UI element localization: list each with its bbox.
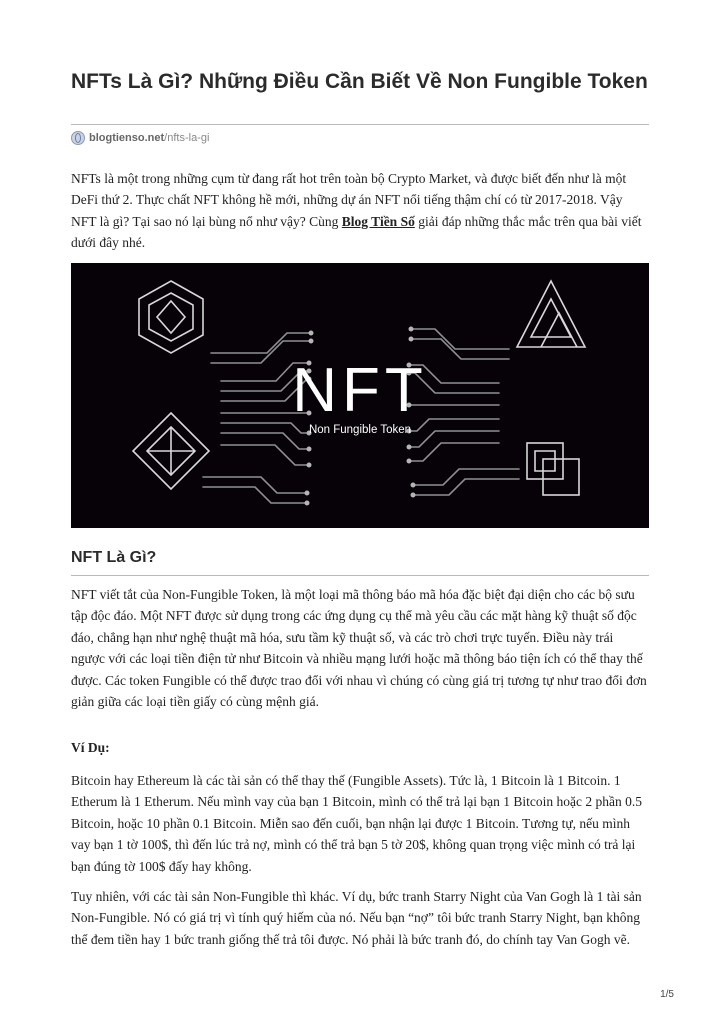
source-path: /nfts-la-gi: [164, 132, 210, 144]
intro-paragraph: [71, 168, 649, 254]
section-heading: NFT Là Gì?: [71, 549, 157, 566]
title-divider: [71, 124, 649, 125]
source-link[interactable]: [71, 131, 209, 145]
intro-text-2: giải đáp những thắc mắc trên qua bài viết dưới đây nhé.: [71, 213, 642, 251]
intro-text-1: NFTs là một trong những cụm từ đang rất hot trên toàn bộ Crypto Market, và được biết đến như là một DeFi thứ 2. Thực chất NFT không hề mới, những dự án NFT nổi tiếng thậm chí có từ 2017-2018. Vậy NFT là gì? Tại sao nó lại bùng nổ như vậy? Cùng: [71, 171, 627, 229]
hero-subtitle: Non Fungible Token: [308, 424, 412, 436]
page-indicator: 1/5: [660, 989, 674, 1000]
globe-icon: [71, 131, 85, 145]
example-label: Ví Dụ:: [71, 740, 110, 755]
paragraph-nonfungible-example: Tuy nhiên, với các tài sản Non-Fungible thì khác. Ví dụ, bức tranh Starry Night của Van Gogh là 1 tài sản Non-Fungible. Nó có giá trị vì tính quý hiếm của nó. Nếu bạn “nợ” tôi bức tranh Starry Night, bạn không thể đem tiền hay 1 bức tranh giống thế trả tôi được. Nó phải là bức tranh đó, do chính tay Van Gogh vẽ.: [71, 889, 642, 947]
blog-tien-so-link[interactable]: Blog Tiền Số: [341, 213, 415, 229]
hero-image: [71, 263, 649, 528]
section-divider: [71, 575, 649, 576]
paragraph-definition: NFT viết tắt của Non-Fungible Token, là một loại mã thông báo mã hóa đặc biệt đại diện cho các bộ sưu tập độc đáo. Một NFT được sử dụng trong các ứng dụng cụ thể mà yêu cầu các mặt hàng kỹ thuật số độc đáo, chẳng hạn như nghệ thuật mã hóa, sưu tầm kỹ thuật số, và các trò chơi trực tuyến. Điều này trái ngược với các loại tiền điện tử như Bitcoin và nhiều mạng lưới hoặc mã thông báo tiện ích có thể thay thế được. Các token Fungible có thể được trao đổi với nhau vì chúng có cùng giá trị tương tự như trao đổi đơn giản giữa các loại tiền giấy có cùng mệnh giá.: [71, 587, 647, 710]
hero-logo-text: NFT: [292, 356, 428, 425]
source-domain: blogtienso.net: [89, 132, 165, 144]
page-title: NFTs Là Gì? Những Điều Cần Biết Về Non Fungible Token: [71, 70, 648, 93]
paragraph-fungible-example: Bitcoin hay Ethereum là các tài sản có thể thay thế (Fungible Assets). Tức là, 1 Bitcoin là 1 Bitcoin. 1 Etherum là 1 Etherum. Nếu mình vay của bạn 1 Bitcoin, mình có thể trả lại bạn 1 Bitcoin hoặc 2 phần 0.5 Bitcoin, hoặc 10 phần 0.1 Bitcoin. Miễn sao đến cuối, bạn nhận lại được 1 Bitcoin. Tương tự, nếu mình vay bạn 1 tờ 100$, thì đến lúc trả nợ, mình có thể trả bạn 5 tờ 20$, không quan trọng việc mình có trả lại bạn đúng tờ 100$ đấy hay không.: [71, 773, 642, 874]
